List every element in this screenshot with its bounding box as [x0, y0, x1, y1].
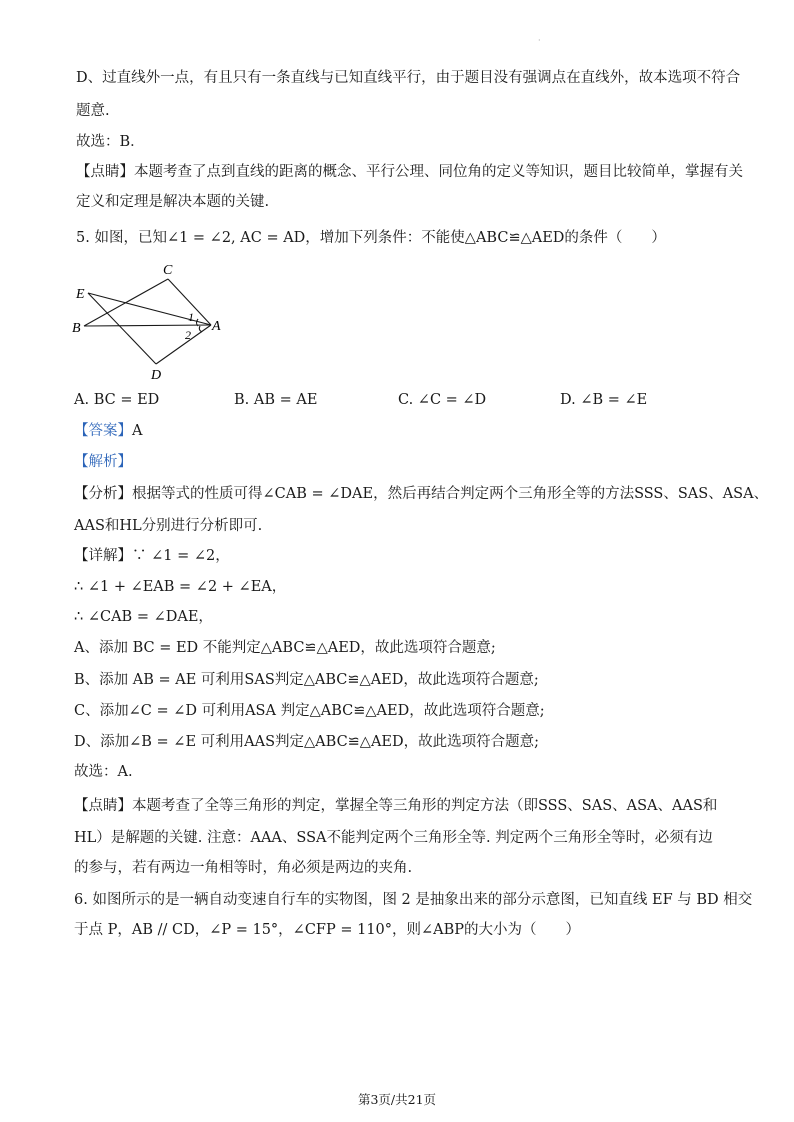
text-line: AAS和HL分别进行分析即可.: [74, 518, 263, 534]
option-b[interactable]: B. AB = AE: [234, 392, 318, 408]
question-5-stem: 5. 如图，已知∠1 = ∠2, AC = AD，增加下列条件：不能使△ABC≌△AED的条件（ ）: [76, 230, 666, 246]
angle-1-arc: [197, 319, 199, 326]
question-6-stem-cont: 于点 P，AB // CD，∠P = 15°，∠CFP = 110°，则∠ABP的大小为（ ）: [74, 922, 581, 938]
option-d[interactable]: D. ∠B = ∠E: [560, 392, 648, 408]
label-E: E: [76, 287, 85, 302]
segment-ED: [88, 293, 156, 364]
text-line: C、添加∠C = ∠D 可利用ASA 判定△ABC≌△AED，故此选项符合题意;: [74, 703, 545, 719]
option-a[interactable]: A. BC = ED: [74, 392, 160, 408]
answer-value: A: [132, 423, 143, 439]
answer-tag: 【答案】: [74, 423, 132, 439]
top-mark: ·: [538, 36, 541, 45]
question-6-stem: 6. 如图所示的是一辆自动变速自行车的实物图，图 2 是抽象出来的部分示意图，已知直线 EF 与 BD 相交: [74, 892, 753, 908]
label-angle-2: 2: [185, 328, 191, 342]
text-line: D、添加∠B = ∠E 可利用AAS判定△ABC≌△AED，故此选项符合题意;: [74, 734, 540, 750]
text-line: 故选：A.: [74, 764, 133, 780]
text-line: 【分析】根据等式的性质可得∠CAB = ∠DAE，然后再结合判定两个三角形全等的方法SSS、SAS、ASA、: [74, 486, 769, 502]
segment-BA: [84, 325, 211, 326]
analysis-tag: 【解析】: [74, 454, 132, 470]
text-line: 【点睛】本题考查了全等三角形的判定，掌握全等三角形的判定方法（即SSS、SAS、ASA、AAS和: [74, 798, 718, 814]
text-line: 的参与，若有两边一角相等时，角必须是两边的夹角.: [74, 860, 413, 876]
text-line: D、过直线外一点，有且只有一条直线与已知直线平行，由于题目没有强调点在直线外，故本选项不符合: [76, 70, 741, 86]
label-B: B: [72, 321, 81, 336]
answer-line: [74, 421, 734, 441]
label-C: C: [163, 263, 173, 278]
option-c[interactable]: C. ∠C = ∠D: [398, 392, 487, 408]
text-line: B、添加 AB = AE 可利用SAS判定△ABC≌△AED，故此选项符合题意;: [74, 672, 539, 688]
text-line: A、添加 BC = ED 不能判定△ABC≌△AED，故此选项符合题意;: [74, 640, 496, 656]
label-angle-1: 1: [188, 310, 194, 324]
text-line: 故选：B．: [76, 134, 145, 150]
text-line: ∴ ∠CAB = ∠DAE，: [74, 609, 213, 625]
geometry-figure: [66, 258, 246, 383]
text-line: 【点睛】本题考查了点到直线的距离的概念、平行公理、同位角的定义等知识，题目比较简单，掌握有关: [76, 164, 743, 180]
segment-DA: [156, 325, 211, 364]
label-A: A: [212, 319, 221, 334]
text-line: 题意.: [76, 103, 110, 119]
label-D: D: [151, 368, 162, 383]
page-footer: 第3页/共21页: [357, 1092, 437, 1107]
text-line: 【详解】∵ ∠1 = ∠2，: [74, 548, 230, 564]
text-line: ∴ ∠1 + ∠EAB = ∠2 + ∠EA，: [74, 579, 287, 595]
text-line: HL）是解题的关键. 注意：AAA、SSA不能判定两个三角形全等. 判定两个三角形全等时，必须有边: [74, 830, 713, 846]
text-line: 定义和定理是解决本题的关键.: [76, 194, 270, 210]
